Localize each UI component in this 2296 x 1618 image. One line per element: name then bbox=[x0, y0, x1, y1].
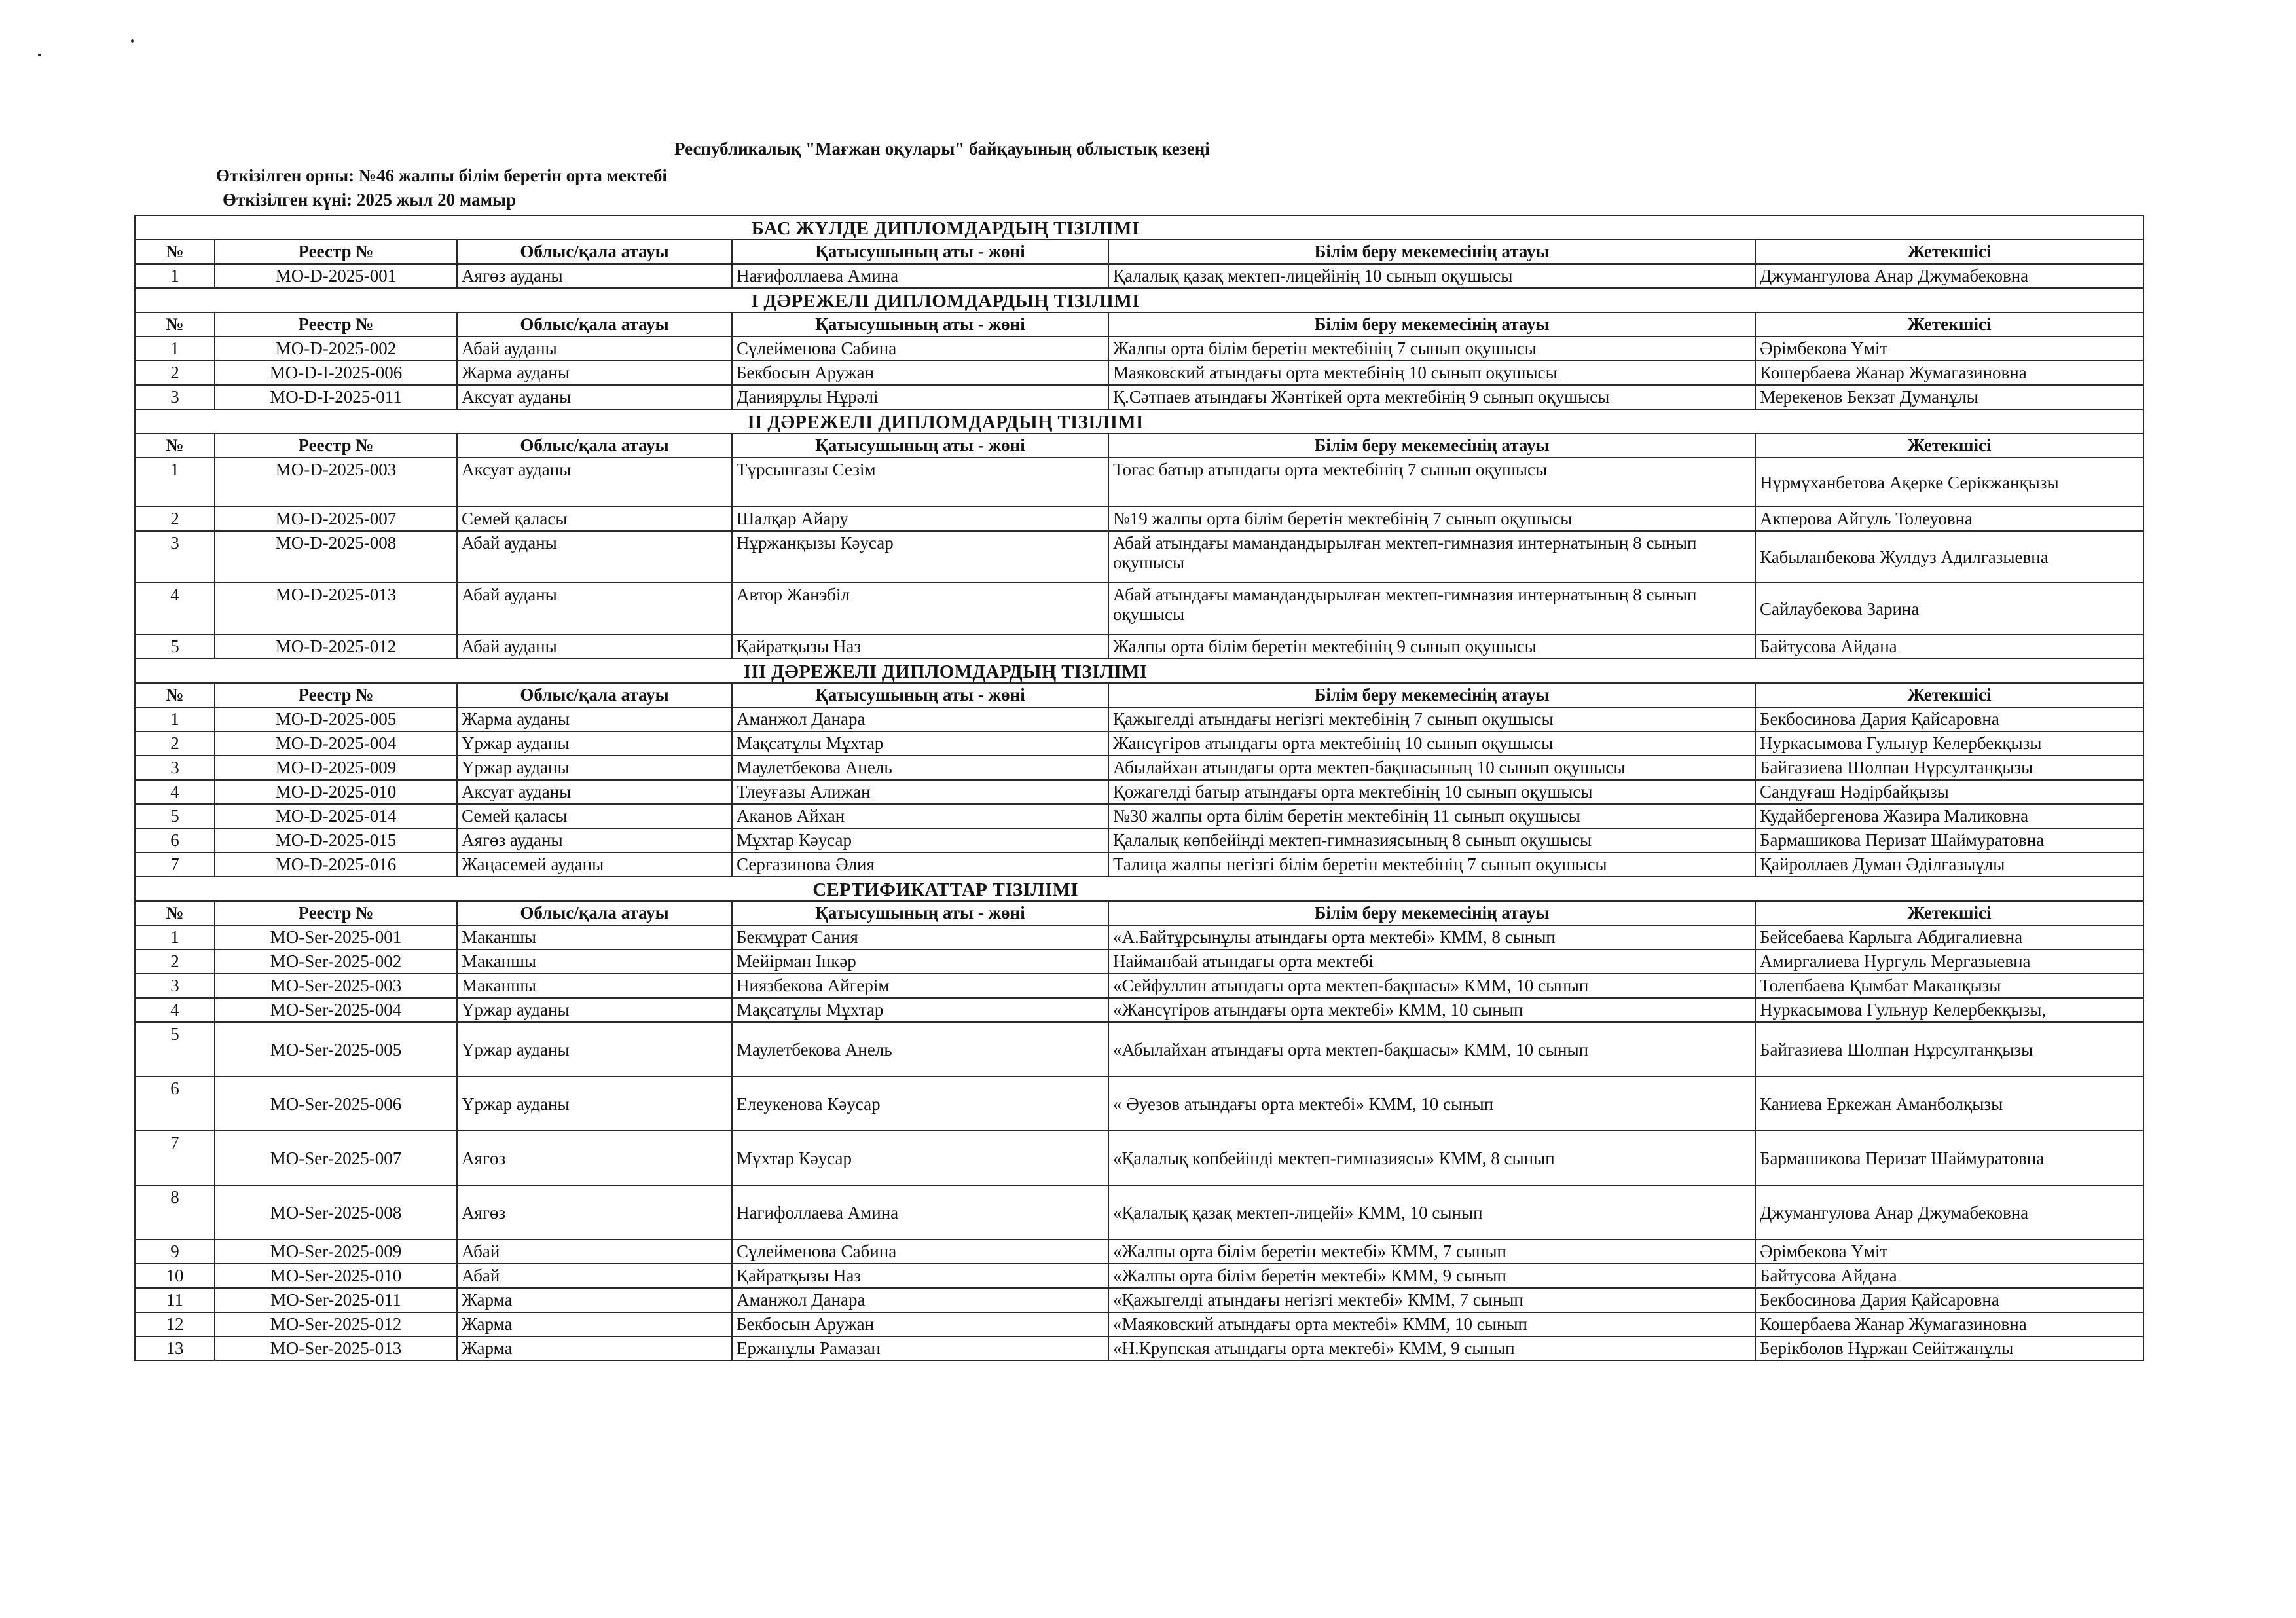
cell-institution: «Қажыгелді атындағы негізгі мектебі» КММ, 7 сынып bbox=[1108, 1288, 1755, 1312]
col-participant: Қатысушының аты - жөні bbox=[732, 433, 1108, 458]
cell-number: 2 bbox=[135, 731, 215, 756]
column-header-row bbox=[135, 683, 2143, 707]
cell-registry: МО-Ser-2025-001 bbox=[215, 925, 457, 949]
cell-region: Аксуат ауданы bbox=[457, 780, 732, 804]
cell-region: Жарма bbox=[457, 1288, 732, 1312]
col-supervisor: Жетекшісі bbox=[1755, 240, 2143, 264]
cell-registry: МО-Ser-2025-008 bbox=[215, 1185, 457, 1240]
cell-institution: Тоғас батыр атындағы орта мектебінің 7 сынып оқушысы bbox=[1108, 458, 1755, 507]
cell-region: Үржар ауданы bbox=[457, 1022, 732, 1076]
col-registry: Реестр № bbox=[215, 433, 457, 458]
cell-institution: «Жансүгіров атындағы орта мектебі» КММ, 10 сынып bbox=[1108, 998, 1755, 1022]
col-number: № bbox=[135, 312, 215, 337]
cell-institution: «Жалпы орта білім беретін мектебі» КММ, 9 сынып bbox=[1108, 1264, 1755, 1288]
table-row bbox=[135, 1185, 2143, 1240]
col-region: Облыс/қала атауы bbox=[457, 901, 732, 925]
cell-registry: МО-D-2025-005 bbox=[215, 707, 457, 731]
cell-supervisor: Бармашикова Перизат Шаймуратовна bbox=[1755, 1131, 2143, 1185]
cell-supervisor: Бекбосинова Дария Қайсаровна bbox=[1755, 1288, 2143, 1312]
cell-number: 4 bbox=[135, 780, 215, 804]
results-table bbox=[134, 215, 2144, 1361]
cell-registry: МО-D-2025-001 bbox=[215, 264, 457, 288]
cell-supervisor: Байгазиева Шолпан Нұрсултанқызы bbox=[1755, 756, 2143, 780]
cell-registry: МО-Ser-2025-007 bbox=[215, 1131, 457, 1185]
section-title-row bbox=[135, 877, 2143, 901]
cell-region: Үржар ауданы bbox=[457, 1076, 732, 1131]
cell-supervisor: Байтусова Айдана bbox=[1755, 634, 2143, 659]
cell-institution: «Н.Крупская атындағы орта мектебі» КММ, 9 сынып bbox=[1108, 1336, 1755, 1361]
cell-participant: Тлеуғазы Алижан bbox=[732, 780, 1108, 804]
table-row bbox=[135, 337, 2143, 361]
cell-region: Абай ауданы bbox=[457, 531, 732, 583]
cell-institution: «Абылайхан атындағы орта мектеп-бақшасы» КММ, 10 сынып bbox=[1108, 1022, 1755, 1076]
table-row bbox=[135, 361, 2143, 385]
cell-registry: МО-D-I-2025-011 bbox=[215, 385, 457, 409]
col-registry: Реестр № bbox=[215, 901, 457, 925]
cell-supervisor: Әрімбекова Үміт bbox=[1755, 1240, 2143, 1264]
cell-number: 7 bbox=[135, 1131, 215, 1185]
cell-region: Жарма bbox=[457, 1312, 732, 1336]
section-title-spacer bbox=[1755, 877, 2143, 901]
cell-supervisor: Джумангулова Анар Джумабековна bbox=[1755, 264, 2143, 288]
col-number: № bbox=[135, 901, 215, 925]
cell-supervisor: Джумангулова Анар Джумабековна bbox=[1755, 1185, 2143, 1240]
cell-institution: Найманбай атындағы орта мектебі bbox=[1108, 949, 1755, 974]
cell-registry: МО-Ser-2025-011 bbox=[215, 1288, 457, 1312]
col-region: Облыс/қала атауы bbox=[457, 240, 732, 264]
cell-number: 11 bbox=[135, 1288, 215, 1312]
cell-supervisor: Байгазиева Шолпан Нұрсултанқызы bbox=[1755, 1022, 2143, 1076]
cell-region: Үржар ауданы bbox=[457, 731, 732, 756]
col-institution: Білім беру мекемесінің атауы bbox=[1108, 240, 1755, 264]
cell-institution: Қалалық көпбейінді мектеп-гимназиясының 8 сынып оқушысы bbox=[1108, 828, 1755, 853]
cell-supervisor: Нұрмұханбетова Ақерке Серікжанқызы bbox=[1755, 458, 2143, 507]
cell-supervisor: Бейсебаева Карлыга Абдигалиевна bbox=[1755, 925, 2143, 949]
cell-registry: МО-D-2025-004 bbox=[215, 731, 457, 756]
col-region: Облыс/қала атауы bbox=[457, 433, 732, 458]
col-institution: Білім беру мекемесінің атауы bbox=[1108, 433, 1755, 458]
cell-participant: Қайратқызы Наз bbox=[732, 634, 1108, 659]
cell-region: Жарма ауданы bbox=[457, 361, 732, 385]
cell-registry: МО-D-2025-015 bbox=[215, 828, 457, 853]
cell-number: 2 bbox=[135, 361, 215, 385]
cell-number: 5 bbox=[135, 634, 215, 659]
cell-registry: МО-Ser-2025-004 bbox=[215, 998, 457, 1022]
table-row bbox=[135, 925, 2143, 949]
cell-supervisor: Берікболов Нұржан Сейітжанұлы bbox=[1755, 1336, 2143, 1361]
cell-institution: «Жалпы орта білім беретін мектебі» КММ, 7 сынып bbox=[1108, 1240, 1755, 1264]
cell-region: Маканшы bbox=[457, 949, 732, 974]
cell-participant: Қайратқызы Наз bbox=[732, 1264, 1108, 1288]
cell-number: 6 bbox=[135, 1076, 215, 1131]
cell-supervisor: Нуркасымова Гульнур Келербекқызы bbox=[1755, 731, 2143, 756]
cell-number: 13 bbox=[135, 1336, 215, 1361]
cell-institution: «Маяковский атындағы орта мектебі» КММ, 10 сынып bbox=[1108, 1312, 1755, 1336]
cell-participant: Аманжол Данара bbox=[732, 1288, 1108, 1312]
cell-participant: Аканов Айхан bbox=[732, 804, 1108, 828]
cell-participant: Мақсатұлы Мұхтар bbox=[732, 731, 1108, 756]
cell-registry: МО-Ser-2025-006 bbox=[215, 1076, 457, 1131]
cell-institution: Жансүгіров атындағы орта мектебінің 10 сынып оқушысы bbox=[1108, 731, 1755, 756]
cell-participant: Бекбосын Аружан bbox=[732, 1312, 1108, 1336]
cell-participant: Бекмұрат Сания bbox=[732, 925, 1108, 949]
cell-participant: Маулетбекова Анель bbox=[732, 1022, 1108, 1076]
col-participant: Қатысушының аты - жөні bbox=[732, 312, 1108, 337]
table-row bbox=[135, 949, 2143, 974]
section-title-spacer bbox=[1755, 659, 2143, 683]
cell-supervisor: Нуркасымова Гульнур Келербекқызы, bbox=[1755, 998, 2143, 1022]
cell-supervisor: Бармашикова Перизат Шаймуратовна bbox=[1755, 828, 2143, 853]
cell-participant: Автор Жанэбіл bbox=[732, 583, 1108, 634]
cell-participant: Елеукенова Кәусар bbox=[732, 1076, 1108, 1131]
table-row bbox=[135, 1131, 2143, 1185]
table-row bbox=[135, 804, 2143, 828]
cell-institution: Жалпы орта білім беретін мектебінің 7 сынып оқушысы bbox=[1108, 337, 1755, 361]
cell-supervisor: Кошербаева Жанар Жумагазиновна bbox=[1755, 361, 2143, 385]
cell-registry: МО-D-2025-014 bbox=[215, 804, 457, 828]
cell-region: Абай bbox=[457, 1264, 732, 1288]
cell-number: 1 bbox=[135, 458, 215, 507]
cell-participant: Серғазинова Әлия bbox=[732, 853, 1108, 877]
cell-registry: МО-Ser-2025-012 bbox=[215, 1312, 457, 1336]
section-title-row bbox=[135, 659, 2143, 683]
cell-participant: Мейірман Інкәр bbox=[732, 949, 1108, 974]
col-number: № bbox=[135, 433, 215, 458]
cell-number: 8 bbox=[135, 1185, 215, 1240]
cell-region: Үржар ауданы bbox=[457, 756, 732, 780]
scan-speck bbox=[38, 54, 41, 56]
cell-participant: Мұхтар Кәусар bbox=[732, 1131, 1108, 1185]
cell-region: Абай ауданы bbox=[457, 337, 732, 361]
table-row bbox=[135, 1076, 2143, 1131]
table-row bbox=[135, 731, 2143, 756]
cell-participant: Маулетбекова Анель bbox=[732, 756, 1108, 780]
cell-supervisor: Сандуғаш Нәдірбайқызы bbox=[1755, 780, 2143, 804]
cell-number: 4 bbox=[135, 998, 215, 1022]
col-registry: Реестр № bbox=[215, 312, 457, 337]
cell-supervisor: Қайроллаев Думан Әділғазыұлы bbox=[1755, 853, 2143, 877]
section-title-row bbox=[135, 215, 2143, 240]
cell-registry: МО-Ser-2025-003 bbox=[215, 974, 457, 998]
cell-registry: МО-Ser-2025-013 bbox=[215, 1336, 457, 1361]
cell-participant: Нагифоллаева Амина bbox=[732, 1185, 1108, 1240]
cell-region: Аксуат ауданы bbox=[457, 458, 732, 507]
cell-institution: Талица жалпы негізгі білім беретін мектебінің 7 сынып оқушысы bbox=[1108, 853, 1755, 877]
cell-number: 4 bbox=[135, 583, 215, 634]
cell-region: Аягөз bbox=[457, 1131, 732, 1185]
cell-supervisor: Кошербаева Жанар Жумагазиновна bbox=[1755, 1312, 2143, 1336]
col-number: № bbox=[135, 240, 215, 264]
cell-registry: МО-D-2025-007 bbox=[215, 507, 457, 531]
cell-supervisor: Толепбаева Қымбат Маканқызы bbox=[1755, 974, 2143, 998]
col-participant: Қатысушының аты - жөні bbox=[732, 901, 1108, 925]
table-row bbox=[135, 1264, 2143, 1288]
table-row bbox=[135, 974, 2143, 998]
cell-region: Аягөз bbox=[457, 1185, 732, 1240]
col-institution: Білім беру мекемесінің атауы bbox=[1108, 312, 1755, 337]
table-row bbox=[135, 634, 2143, 659]
cell-number: 12 bbox=[135, 1312, 215, 1336]
cell-region: Аксуат ауданы bbox=[457, 385, 732, 409]
cell-region: Үржар ауданы bbox=[457, 998, 732, 1022]
cell-participant: Бекбосын Аружан bbox=[732, 361, 1108, 385]
cell-institution: Қалалық қазақ мектеп-лицейінің 10 сынып оқушысы bbox=[1108, 264, 1755, 288]
cell-registry: МО-D-2025-010 bbox=[215, 780, 457, 804]
table-row bbox=[135, 998, 2143, 1022]
section-title-spacer bbox=[1755, 215, 2143, 240]
cell-supervisor: Кабыланбекова Жулдуз Адилгазыевна bbox=[1755, 531, 2143, 583]
cell-institution: Абай атындағы мамандандырылған мектеп-гимназия интернатының 8 сынып оқушысы bbox=[1108, 583, 1755, 634]
table-row bbox=[135, 1288, 2143, 1312]
cell-region: Аягөз ауданы bbox=[457, 828, 732, 853]
col-supervisor: Жетекшісі bbox=[1755, 433, 2143, 458]
cell-number: 7 bbox=[135, 853, 215, 877]
section-title: СЕРТИФИКАТТАР ТІЗІЛІМІ bbox=[135, 877, 1755, 901]
cell-participant: Ниязбекова Айгерім bbox=[732, 974, 1108, 998]
cell-participant: Шалқар Айару bbox=[732, 507, 1108, 531]
table-row bbox=[135, 707, 2143, 731]
cell-supervisor: Мерекенов Бекзат Думанұлы bbox=[1755, 385, 2143, 409]
section-title: І ДӘРЕЖЕЛІ ДИПЛОМДАРДЫҢ ТІЗІЛІМІ bbox=[135, 288, 1755, 312]
cell-registry: МО-D-2025-013 bbox=[215, 583, 457, 634]
venue-line: Өткізілген орны: №46 жалпы білім беретін орта мектебі bbox=[216, 166, 667, 185]
col-registry: Реестр № bbox=[215, 240, 457, 264]
cell-institution: «А.Байтұрсынұлы атындағы орта мектебі» КММ, 8 сынып bbox=[1108, 925, 1755, 949]
col-registry: Реестр № bbox=[215, 683, 457, 707]
col-participant: Қатысушының аты - жөні bbox=[732, 683, 1108, 707]
cell-region: Абай ауданы bbox=[457, 634, 732, 659]
cell-number: 3 bbox=[135, 756, 215, 780]
section-title-spacer bbox=[1755, 288, 2143, 312]
column-header-row bbox=[135, 240, 2143, 264]
cell-number: 1 bbox=[135, 337, 215, 361]
cell-number: 1 bbox=[135, 707, 215, 731]
cell-number: 2 bbox=[135, 949, 215, 974]
cell-registry: МО-Ser-2025-005 bbox=[215, 1022, 457, 1076]
cell-registry: МО-D-2025-003 bbox=[215, 458, 457, 507]
column-header-row bbox=[135, 312, 2143, 337]
table-row bbox=[135, 1022, 2143, 1076]
table-row bbox=[135, 828, 2143, 853]
section-title: БАС ЖҮЛДЕ ДИПЛОМДАРДЫҢ ТІЗІЛІМІ bbox=[135, 215, 1755, 240]
cell-institution: «Сейфуллин атындағы орта мектеп-бақшасы» КММ, 10 сынып bbox=[1108, 974, 1755, 998]
table-row bbox=[135, 1312, 2143, 1336]
cell-registry: МО-D-2025-008 bbox=[215, 531, 457, 583]
cell-region: Жаңасемей ауданы bbox=[457, 853, 732, 877]
cell-institution: Абылайхан атындағы орта мектеп-бақшасының 10 сынып оқушысы bbox=[1108, 756, 1755, 780]
table-row bbox=[135, 583, 2143, 634]
section-title-spacer bbox=[1755, 409, 2143, 433]
table-row bbox=[135, 458, 2143, 507]
table-row bbox=[135, 531, 2143, 583]
cell-participant: Сүлейменова Сабина bbox=[732, 1240, 1108, 1264]
cell-participant: Мұхтар Кәусар bbox=[732, 828, 1108, 853]
cell-supervisor: Әрімбекова Үміт bbox=[1755, 337, 2143, 361]
cell-institution: Маяковский атындағы орта мектебінің 10 сынып оқушысы bbox=[1108, 361, 1755, 385]
cell-number: 1 bbox=[135, 264, 215, 288]
cell-supervisor: Каниева Еркежан Аманболқызы bbox=[1755, 1076, 2143, 1131]
cell-participant: Нұржанқызы Кәусар bbox=[732, 531, 1108, 583]
section-title-row bbox=[135, 409, 2143, 433]
cell-number: 2 bbox=[135, 507, 215, 531]
cell-registry: МО-Ser-2025-010 bbox=[215, 1264, 457, 1288]
cell-institution: №30 жалпы орта білім беретін мектебінің 11 сынып оқушысы bbox=[1108, 804, 1755, 828]
cell-institution: №19 жалпы орта білім беретін мектебінің 7 сынып оқушысы bbox=[1108, 507, 1755, 531]
table-row bbox=[135, 1240, 2143, 1264]
cell-number: 5 bbox=[135, 1022, 215, 1076]
cell-participant: Ержанұлы Рамазан bbox=[732, 1336, 1108, 1361]
cell-participant: Нағифоллаева Амина bbox=[732, 264, 1108, 288]
col-number: № bbox=[135, 683, 215, 707]
table-row bbox=[135, 853, 2143, 877]
cell-registry: МО-D-2025-016 bbox=[215, 853, 457, 877]
cell-registry: МО-D-I-2025-006 bbox=[215, 361, 457, 385]
scan-speck bbox=[131, 39, 134, 43]
cell-institution: «Қалалық қазақ мектеп-лицейі» КММ, 10 сынып bbox=[1108, 1185, 1755, 1240]
col-region: Облыс/қала атауы bbox=[457, 683, 732, 707]
cell-region: Жарма ауданы bbox=[457, 707, 732, 731]
cell-number: 1 bbox=[135, 925, 215, 949]
cell-participant: Даниярұлы Нұрәлі bbox=[732, 385, 1108, 409]
cell-registry: МО-D-2025-012 bbox=[215, 634, 457, 659]
cell-institution: Қожагелді батыр атындағы орта мектебінің 10 сынып оқушысы bbox=[1108, 780, 1755, 804]
col-region: Облыс/қала атауы bbox=[457, 312, 732, 337]
cell-supervisor: Байтусова Айдана bbox=[1755, 1264, 2143, 1288]
section-title: ІІІ ДӘРЕЖЕЛІ ДИПЛОМДАРДЫҢ ТІЗІЛІМІ bbox=[135, 659, 1755, 683]
cell-institution: Абай атындағы мамандандырылған мектеп-гимназия интернатының 8 сынып оқушысы bbox=[1108, 531, 1755, 583]
table-row bbox=[135, 385, 2143, 409]
column-header-row bbox=[135, 901, 2143, 925]
cell-institution: Қажыгелді атындағы негізгі мектебінің 7 сынып оқушысы bbox=[1108, 707, 1755, 731]
cell-number: 5 bbox=[135, 804, 215, 828]
cell-number: 3 bbox=[135, 974, 215, 998]
results-registry bbox=[134, 215, 2143, 1361]
table-row bbox=[135, 756, 2143, 780]
cell-institution: Қ.Сәтпаев атындағы Жәнтікей орта мектебінің 9 сынып оқушысы bbox=[1108, 385, 1755, 409]
col-institution: Білім беру мекемесінің атауы bbox=[1108, 683, 1755, 707]
document-title: Республикалық "Мағжан оқулары" байқауының облыстық кезеңі bbox=[674, 139, 1210, 158]
table-row bbox=[135, 1336, 2143, 1361]
section-title: ІІ ДӘРЕЖЕЛІ ДИПЛОМДАРДЫҢ ТІЗІЛІМІ bbox=[135, 409, 1755, 433]
cell-institution: « Әуезов атындағы орта мектебі» КММ, 10 сынып bbox=[1108, 1076, 1755, 1131]
column-header-row bbox=[135, 433, 2143, 458]
cell-supervisor: Кудайбергенова Жазира Маликовна bbox=[1755, 804, 2143, 828]
cell-participant: Тұрсынғазы Сезім bbox=[732, 458, 1108, 507]
cell-participant: Аманжол Данара bbox=[732, 707, 1108, 731]
date-line: Өткізілген күні: 2025 жыл 20 мамыр bbox=[223, 190, 517, 210]
cell-region: Семей қаласы bbox=[457, 507, 732, 531]
cell-supervisor: Амиргалиева Нургуль Мергазыевна bbox=[1755, 949, 2143, 974]
cell-supervisor: Сайлаубекова Зарина bbox=[1755, 583, 2143, 634]
col-institution: Білім беру мекемесінің атауы bbox=[1108, 901, 1755, 925]
cell-region: Абай bbox=[457, 1240, 732, 1264]
cell-institution: «Қалалық көпбейінді мектеп-гимназиясы» КММ, 8 сынып bbox=[1108, 1131, 1755, 1185]
cell-institution: Жалпы орта білім беретін мектебінің 9 сынып оқушысы bbox=[1108, 634, 1755, 659]
cell-region: Жарма bbox=[457, 1336, 732, 1361]
cell-participant: Мақсатұлы Мұхтар bbox=[732, 998, 1108, 1022]
cell-supervisor: Акперова Айгуль Толеуовна bbox=[1755, 507, 2143, 531]
cell-registry: МО-Ser-2025-009 bbox=[215, 1240, 457, 1264]
table-row bbox=[135, 780, 2143, 804]
cell-region: Семей қаласы bbox=[457, 804, 732, 828]
cell-registry: МО-Ser-2025-002 bbox=[215, 949, 457, 974]
cell-registry: МО-D-2025-002 bbox=[215, 337, 457, 361]
cell-number: 9 bbox=[135, 1240, 215, 1264]
cell-supervisor: Бекбосинова Дария Қайсаровна bbox=[1755, 707, 2143, 731]
cell-participant: Сүлейменова Сабина bbox=[732, 337, 1108, 361]
col-participant: Қатысушының аты - жөні bbox=[732, 240, 1108, 264]
cell-number: 10 bbox=[135, 1264, 215, 1288]
col-supervisor: Жетекшісі bbox=[1755, 683, 2143, 707]
cell-number: 6 bbox=[135, 828, 215, 853]
col-supervisor: Жетекшісі bbox=[1755, 901, 2143, 925]
col-supervisor: Жетекшісі bbox=[1755, 312, 2143, 337]
section-title-row bbox=[135, 288, 2143, 312]
table-row bbox=[135, 507, 2143, 531]
table-row bbox=[135, 264, 2143, 288]
cell-region: Маканшы bbox=[457, 974, 732, 998]
cell-registry: МО-D-2025-009 bbox=[215, 756, 457, 780]
cell-region: Абай ауданы bbox=[457, 583, 732, 634]
cell-region: Маканшы bbox=[457, 925, 732, 949]
cell-number: 3 bbox=[135, 385, 215, 409]
cell-region: Аягөз ауданы bbox=[457, 264, 732, 288]
cell-number: 3 bbox=[135, 531, 215, 583]
